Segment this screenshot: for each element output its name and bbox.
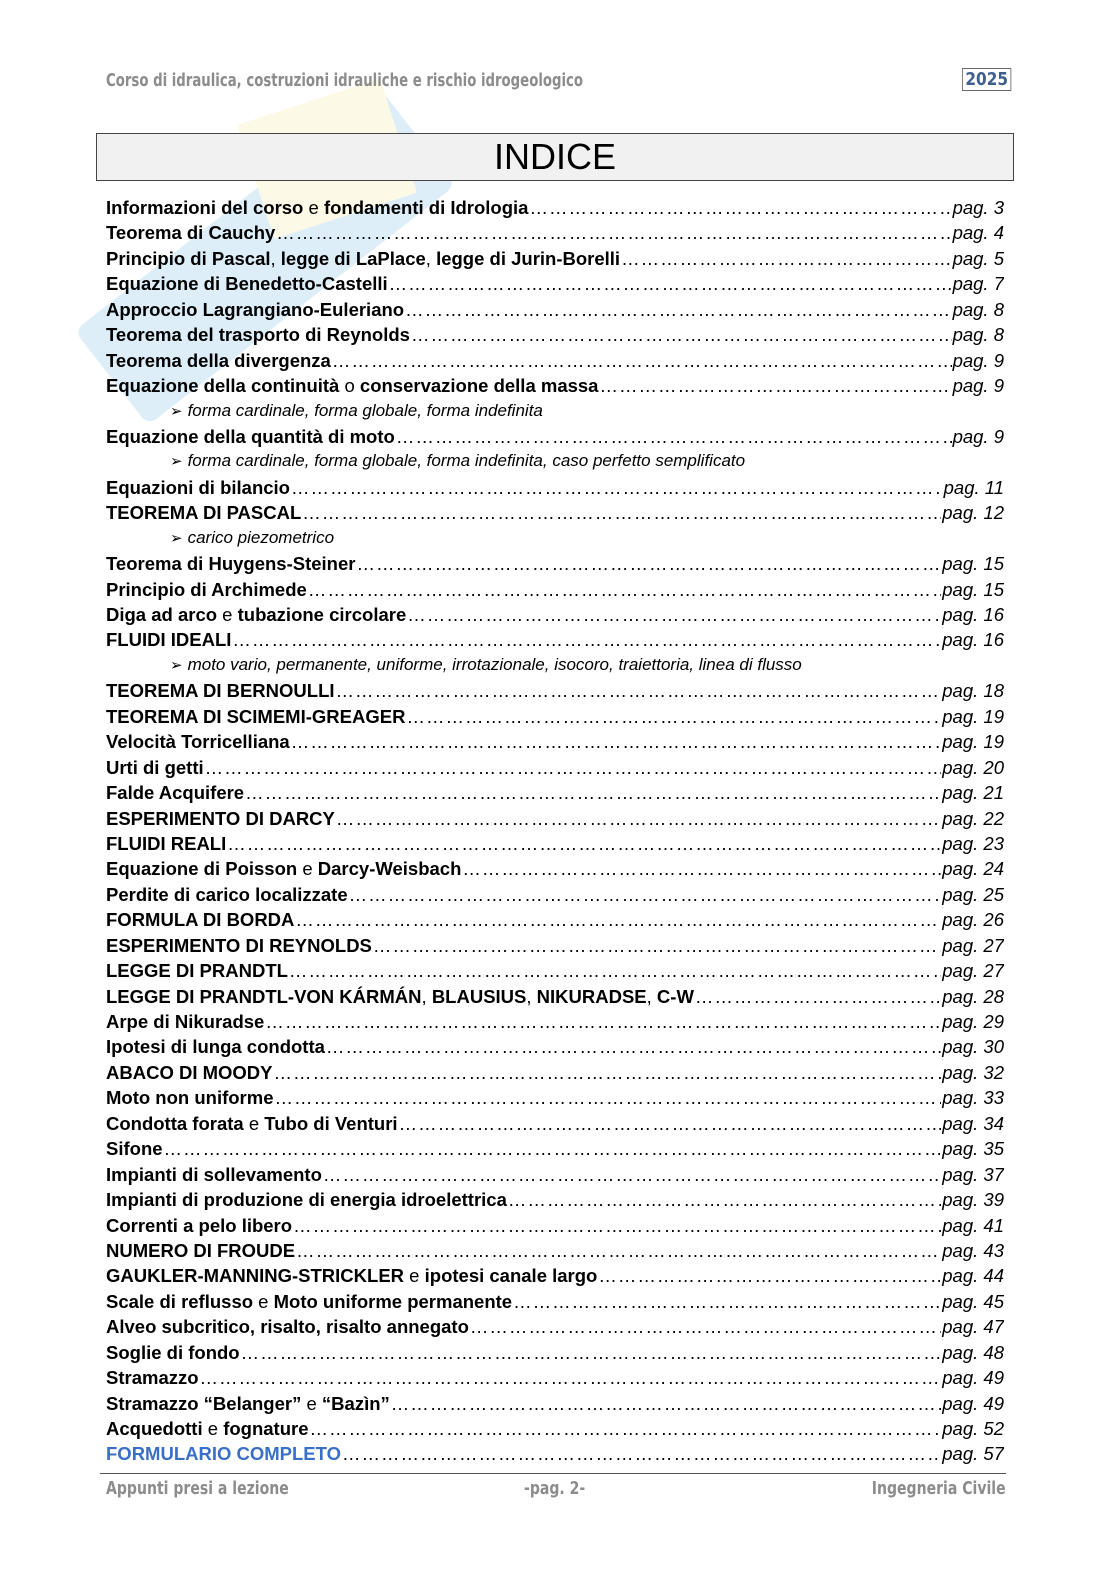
toc-entry-title-bold: Impianti di sollevamento (106, 1163, 322, 1185)
toc-entry-page: pag. 43 (942, 1239, 1004, 1261)
toc-entry-page: pag. 4 (952, 222, 1004, 244)
toc-leader-dots (399, 1113, 942, 1135)
toc-leader-dots (265, 1011, 941, 1033)
toc-subitem (106, 401, 1004, 426)
toc-leader-dots (276, 222, 951, 244)
toc-entry[interactable] (106, 884, 1004, 909)
toc-entry-title-bold: Equazioni di bilancio (106, 476, 290, 498)
toc-entry-title-bold: Condotta forata (106, 1112, 244, 1134)
toc-subitem (106, 451, 1004, 476)
toc-entry-title-bold: Arpe di Nikuradse (106, 1011, 265, 1032)
toc-entry-page: pag. 19 (942, 731, 1004, 753)
footer-divider (100, 1473, 1006, 1474)
toc-entry-title-bold: Moto non uniforme (106, 1087, 274, 1109)
toc-entry-title-bold: ESPERIMENTO DI DARCY (106, 807, 335, 829)
toc-leader-dots (336, 808, 941, 830)
toc-entry-page: pag. 37 (942, 1163, 1004, 1185)
index-heading-box (96, 133, 1014, 181)
toc-entry-connector: , (270, 247, 281, 269)
toc-entry-title-bold: ABACO DI MOODY (106, 1061, 273, 1083)
toc-entry-title-bold: Velocità Torricelliana (106, 731, 290, 753)
toc-entry-title-bold: legge di Jurin-Borelli (436, 247, 621, 269)
toc-entry-title-bold: Approccio Lagrangiano-Euleriano (106, 298, 405, 320)
toc-leader-dots (323, 1164, 941, 1186)
toc-entry-title (106, 1240, 295, 1262)
footer-page-number: -pag. 2- (524, 1478, 586, 1499)
toc-entry-title-bold: Equazione di Poisson (106, 858, 298, 880)
toc-entry[interactable] (106, 553, 1004, 578)
toc-entry-page: pag. 30 (942, 1036, 1004, 1058)
toc-entry[interactable] (106, 935, 1004, 960)
toc-entry-page: pag. 9 (952, 349, 1004, 371)
toc-leader-dots (164, 1138, 942, 1160)
toc-entry-title (106, 273, 388, 295)
toc-leader-dots (462, 858, 941, 880)
toc-entry-title-bold: fognature (223, 1418, 309, 1439)
toc-entry-page: pag. 15 (942, 578, 1004, 600)
toc-entry-page: pag. 33 (942, 1087, 1004, 1109)
toc-entry-connector: e (243, 1112, 265, 1134)
arrow-bullet-icon: ➢ (170, 402, 183, 420)
toc-entry-page: pag. 21 (942, 782, 1004, 804)
toc-entry-title-bold: Equazione di Benedetto-Castelli (106, 273, 388, 295)
toc-entry[interactable] (106, 1240, 1004, 1265)
toc-entry[interactable] (106, 960, 1004, 985)
toc-leader-dots (513, 1291, 941, 1313)
toc-entry-connector: e (217, 604, 238, 625)
toc-entry-page: pag. 39 (942, 1189, 1004, 1211)
toc-entry-title (106, 350, 331, 372)
toc-entry-connector: e (253, 1290, 274, 1312)
toc-entry-title-bold: Soglie di fondo (106, 1341, 240, 1363)
toc-leader-dots (349, 884, 942, 906)
toc-entry-title-bold: Perdite di carico localizzate (106, 883, 348, 905)
toc-entry-page: pag. 18 (942, 680, 1004, 702)
toc-entry-title-bold: BLAUSIUS (431, 985, 527, 1007)
toc-entry-page: pag. 19 (942, 705, 1004, 727)
toc-leader-dots (529, 197, 951, 219)
toc-entry-title (106, 1138, 163, 1160)
toc-entry[interactable] (106, 1011, 1004, 1036)
toc-entry-title (106, 1215, 292, 1237)
toc-entry[interactable] (106, 1393, 1004, 1418)
toc-leader-dots (295, 909, 941, 931)
toc-entry-page: pag. 44 (942, 1265, 1004, 1287)
toc-entry[interactable] (106, 1087, 1004, 1112)
toc-entry-title-bold: LEGGE DI PRANDTL-VON KÁRMÁN (106, 985, 422, 1007)
toc-entry-title-bold: ipotesi canale largo (424, 1265, 598, 1287)
toc-leader-dots (200, 1367, 942, 1389)
toc-entry-title-bold: LEGGE DI PRANDTL (106, 960, 288, 982)
toc-entry-title-bold: Principio di Archimede (106, 578, 307, 600)
toc-entry-connector: e (303, 197, 324, 218)
toc-entry-page: pag. 5 (952, 247, 1004, 269)
toc-entry-page: pag. 24 (942, 858, 1004, 880)
toc-entry[interactable] (106, 299, 1004, 324)
toc-entry-title-bold: TEOREMA DI BERNOULLI (106, 680, 335, 702)
header-course-title: Corso di idraulica, costruzioni idrauliche e rischio idrogeologico (106, 70, 584, 91)
toc-leader-dots (396, 426, 952, 448)
toc-entry-title-bold: Tubo di Venturi (264, 1112, 398, 1134)
toc-entry-title-bold: ESPERIMENTO DI REYNOLDS (106, 934, 372, 956)
toc-entry-page: pag. 47 (942, 1316, 1004, 1338)
toc-entry-title-bold: NIKURADSE (536, 985, 647, 1007)
toc-entry-title (106, 324, 410, 346)
toc-entry-title (106, 1342, 240, 1364)
toc-leader-dots (342, 1443, 941, 1465)
index-heading: INDICE (493, 136, 616, 177)
toc-entry-page: pag. 15 (942, 553, 1004, 575)
toc-entry-page: pag. 48 (942, 1341, 1004, 1363)
toc-entry-title-bold: Urti di getti (106, 756, 204, 778)
toc-subitem-text: forma cardinale, forma globale, forma indefinita (187, 400, 543, 420)
toc-entry[interactable] (106, 1036, 1004, 1061)
toc-entry-title (106, 986, 694, 1008)
toc-leader-dots (621, 248, 952, 270)
toc-entry-title-bold: Teorema di Cauchy (106, 222, 276, 244)
toc-entry-connector: , (425, 247, 437, 269)
toc-leader-dots (391, 1393, 942, 1415)
toc-subitem-text: carico piezometrico (187, 527, 335, 547)
toc-leader-dots (470, 1316, 941, 1338)
toc-entry-title-bold: FORMULA DI BORDA (106, 909, 295, 931)
toc-entry[interactable] (106, 1342, 1004, 1367)
toc-entry[interactable] (106, 808, 1004, 833)
toc-entry-title (106, 1291, 512, 1313)
toc-subitem (106, 655, 1004, 680)
toc-entry-title (106, 1367, 199, 1389)
toc-leader-dots (293, 1215, 941, 1237)
toc-entry-page: pag. 9 (952, 375, 1004, 397)
toc-entry-page: pag. 8 (952, 298, 1004, 320)
toc-entry[interactable] (106, 1138, 1004, 1163)
toc-entry-title (106, 1113, 398, 1135)
toc-entry-page: pag. 49 (942, 1367, 1004, 1389)
toc-entry-page: pag. 57 (942, 1443, 1004, 1465)
toc-entry-page: pag. 35 (942, 1138, 1004, 1160)
toc-entry-title-bold: Principio di Pascal (106, 247, 271, 269)
toc-entry-title-bold: Teorema del trasporto di Reynolds (106, 324, 410, 346)
toc-entry[interactable] (106, 1316, 1004, 1341)
toc-entry-title (106, 1265, 597, 1287)
toc-entry[interactable] (106, 1291, 1004, 1316)
toc-entry-title (106, 1393, 390, 1415)
toc-entry-connector: , (646, 985, 657, 1007)
toc-subitem-text: forma cardinale, forma globale, forma indefinita, caso perfetto semplificato (187, 451, 746, 471)
toc-leader-dots (406, 706, 941, 728)
toc-entry-title (106, 375, 598, 397)
toc-entry-title-bold: Equazione della quantità di moto (106, 425, 395, 447)
toc-leader-dots (289, 960, 941, 982)
toc-leader-dots (389, 273, 952, 295)
toc-leader-dots (356, 553, 941, 575)
toc-entry-title (106, 909, 294, 931)
toc-entry-title (106, 960, 288, 982)
toc-entry-title-bold: GAUKLER-MANNING-STRICKLER (106, 1265, 405, 1287)
toc-entry[interactable] (106, 1367, 1004, 1392)
footer-faculty: Ingegneria Civile (872, 1478, 1006, 1499)
toc-entry-page: pag. 34 (942, 1112, 1004, 1134)
toc-entry-title (106, 1011, 264, 1033)
toc-entry-title (106, 833, 226, 855)
toc-entry-title (106, 426, 395, 448)
toc-entry[interactable] (106, 1062, 1004, 1087)
toc-entry[interactable] (106, 324, 1004, 349)
toc-leader-dots (695, 986, 941, 1008)
toc-leader-dots (291, 731, 942, 753)
toc-leader-dots (308, 579, 941, 601)
toc-entry-page: pag. 16 (942, 629, 1004, 651)
toc-entry-title-bold: TEOREMA DI SCIMEMI-GREAGER (106, 705, 406, 727)
toc-entry[interactable] (106, 1113, 1004, 1138)
toc-leader-dots (599, 375, 951, 397)
toc-entry-title (106, 884, 348, 906)
arrow-bullet-icon: ➢ (170, 529, 183, 547)
toc-entry-page: pag. 26 (942, 909, 1004, 931)
toc-entry-title-bold: Stramazzo “Belanger” (106, 1392, 302, 1414)
toc-entry-title (106, 222, 275, 244)
toc-entry-title (106, 1189, 507, 1211)
toc-entry-page: pag. 12 (942, 502, 1004, 524)
toc-entry-page: pag. 52 (942, 1418, 1004, 1439)
toc-leader-dots (407, 604, 941, 626)
toc-entry-title (106, 553, 355, 575)
toc-entry-title-bold: C-W (656, 985, 694, 1007)
toc-entry-page: pag. 3 (952, 197, 1004, 218)
toc-entry[interactable] (106, 273, 1004, 298)
toc-entry[interactable] (106, 629, 1004, 654)
toc-entry-title (106, 299, 404, 321)
toc-leader-dots (241, 1342, 942, 1364)
toc-entry-title-bold: Ipotesi di lunga condotta (106, 1036, 325, 1058)
table-of-contents (106, 197, 1004, 1469)
toc-leader-dots (291, 477, 943, 499)
toc-leader-dots (274, 1062, 942, 1084)
toc-leader-dots (227, 833, 941, 855)
toc-entry-title-bold: Darcy-Weisbach (317, 858, 462, 880)
toc-entry[interactable] (106, 1164, 1004, 1189)
toc-entry[interactable] (106, 706, 1004, 731)
toc-entry-title-bold: FLUIDI REALI (106, 832, 227, 854)
toc-entry-page: pag. 41 (942, 1214, 1004, 1236)
toc-entry[interactable] (106, 909, 1004, 934)
toc-entry-title (106, 935, 372, 957)
toc-entry-title (106, 502, 301, 524)
toc-entry-title-bold: Alveo subcritico, risalto, risalto annegato (106, 1316, 469, 1338)
toc-entry-page: pag. 27 (942, 934, 1004, 956)
toc-entry-title-bold: tubazione circolare (237, 604, 407, 625)
toc-subitem-text: moto vario, permanente, uniforme, irrotazionale, isocoro, traiettoria, linea di flusso (187, 654, 802, 674)
toc-entry[interactable] (106, 986, 1004, 1011)
toc-entry-connector: , (421, 985, 432, 1007)
toc-entry[interactable] (106, 604, 1004, 629)
toc-entry-title (106, 248, 620, 270)
toc-leader-dots (373, 935, 941, 957)
toc-entry-connector: e (202, 1418, 224, 1439)
toc-entry-title (106, 1062, 273, 1084)
toc-entry-title-bold: Teorema della divergenza (106, 349, 331, 371)
toc-leader-dots (332, 350, 952, 372)
toc-entry-title-bold: legge di LaPlace (280, 247, 426, 269)
toc-entry-title-bold: “Bazìn” (321, 1392, 390, 1414)
toc-entry[interactable] (106, 731, 1004, 756)
toc-entry-connector: e (301, 1392, 322, 1414)
toc-entry[interactable] (106, 1418, 1004, 1443)
toc-entry-title-bold: Diga ad arco (106, 604, 218, 625)
toc-entry-page: pag. 7 (952, 273, 1004, 295)
toc-entry-page: pag. 11 (943, 476, 1004, 498)
toc-leader-dots (310, 1418, 942, 1440)
toc-entry-title (106, 477, 290, 499)
toc-entry-title (106, 1418, 309, 1440)
toc-leader-dots (336, 680, 942, 702)
toc-entry[interactable] (106, 502, 1004, 527)
toc-entry-title-bold: Informazioni del corso (106, 197, 304, 218)
toc-entry-connector: e (297, 858, 318, 880)
toc-leader-dots (302, 502, 941, 524)
toc-entry-title-bold: TEOREMA DI PASCAL (106, 502, 302, 524)
toc-leader-dots (508, 1189, 941, 1211)
toc-entry[interactable] (106, 350, 1004, 375)
toc-entry-title-bold: Scale di reflusso (106, 1290, 254, 1312)
toc-entry[interactable] (106, 375, 1004, 400)
toc-entry-page: pag. 23 (942, 832, 1004, 854)
toc-entry[interactable] (106, 782, 1004, 807)
toc-entry-title (106, 629, 231, 651)
toc-entry-title-bold: FLUIDI IDEALI (106, 629, 232, 651)
toc-leader-dots (205, 757, 942, 779)
toc-entry[interactable] (106, 1443, 1004, 1468)
toc-leader-dots (405, 299, 951, 321)
toc-entry-page: pag. 20 (942, 756, 1004, 778)
toc-entry-title-bold: FORMULARIO COMPLETO (106, 1443, 342, 1465)
toc-entry-page: pag. 29 (942, 1011, 1004, 1032)
toc-leader-dots (326, 1036, 941, 1058)
toc-entry-title-bold: fondamenti di Idrologia (323, 197, 529, 218)
toc-entry-title (106, 197, 528, 219)
toc-leader-dots (232, 629, 941, 651)
toc-entry-page: pag. 28 (942, 985, 1004, 1007)
toc-entry[interactable] (106, 757, 1004, 782)
toc-entry-title (106, 604, 406, 626)
toc-entry[interactable] (106, 680, 1004, 705)
toc-entry[interactable] (106, 1215, 1004, 1240)
toc-entry[interactable] (106, 1265, 1004, 1290)
toc-leader-dots (275, 1087, 942, 1109)
arrow-bullet-icon: ➢ (170, 453, 183, 471)
toc-entry-title (106, 1164, 322, 1186)
toc-entry[interactable] (106, 222, 1004, 247)
toc-leader-dots (411, 324, 952, 346)
toc-entry-title-bold: Moto uniforme permanente (273, 1290, 513, 1312)
toc-entry[interactable] (106, 248, 1004, 273)
toc-entry-title-bold: Equazione della continuità (106, 375, 340, 397)
toc-entry-title-bold: Teorema di Huygens-Steiner (106, 553, 356, 575)
toc-entry-title (106, 782, 244, 804)
toc-entry-page: pag. 8 (952, 324, 1004, 346)
header-year-badge: 2025 (962, 68, 1011, 91)
arrow-bullet-icon: ➢ (170, 656, 183, 674)
toc-entry-title (106, 757, 204, 779)
toc-entry-title (106, 1087, 274, 1109)
toc-entry-title-bold: conservazione della massa (359, 375, 599, 397)
toc-entry-title-bold: Correnti a pelo libero (106, 1214, 293, 1236)
toc-entry-title-bold: Falde Acquifere (106, 782, 245, 804)
toc-leader-dots (296, 1240, 941, 1262)
toc-subitem (106, 528, 1004, 553)
toc-entry-title (106, 680, 335, 702)
toc-entry[interactable] (106, 1189, 1004, 1214)
toc-entry-title (106, 858, 461, 880)
toc-entry-page: pag. 27 (942, 960, 1004, 982)
toc-entry[interactable] (106, 833, 1004, 858)
toc-entry-title-bold: Stramazzo (106, 1367, 199, 1389)
toc-entry-title-bold: NUMERO DI FROUDE (106, 1239, 296, 1261)
toc-entry-title (106, 1316, 469, 1338)
toc-entry-title (106, 808, 335, 830)
toc-entry-title (106, 1443, 341, 1465)
toc-entry-title (106, 579, 307, 601)
toc-entry-page: pag. 16 (942, 604, 1004, 625)
toc-entry-page: pag. 49 (942, 1392, 1004, 1414)
toc-entry-page: pag. 45 (942, 1290, 1004, 1312)
toc-entry-title-bold: Acquedotti (106, 1418, 203, 1439)
toc-entry-title (106, 731, 290, 753)
toc-entry-page: pag. 32 (942, 1061, 1004, 1083)
toc-entry-page: pag. 25 (942, 883, 1004, 905)
toc-entry-connector: , (526, 985, 537, 1007)
toc-entry[interactable] (106, 858, 1004, 883)
toc-entry-connector: e (404, 1265, 425, 1287)
toc-entry[interactable] (106, 197, 1004, 222)
toc-entry[interactable] (106, 426, 1004, 451)
toc-entry-title-bold: Sifone (106, 1138, 163, 1160)
toc-entry-title-bold: Impianti di produzione di energia idroelettrica (106, 1189, 507, 1211)
footer-left-note: Appunti presi a lezione (106, 1478, 289, 1499)
toc-entry-connector: o (339, 375, 360, 397)
toc-entry-title (106, 706, 405, 728)
toc-entry[interactable] (106, 579, 1004, 604)
toc-entry-page: pag. 22 (942, 807, 1004, 829)
toc-leader-dots (598, 1265, 941, 1287)
toc-entry-page: pag. 9 (952, 425, 1004, 447)
toc-entry[interactable] (106, 477, 1004, 502)
toc-entry-title (106, 1036, 325, 1058)
toc-leader-dots (245, 782, 941, 804)
